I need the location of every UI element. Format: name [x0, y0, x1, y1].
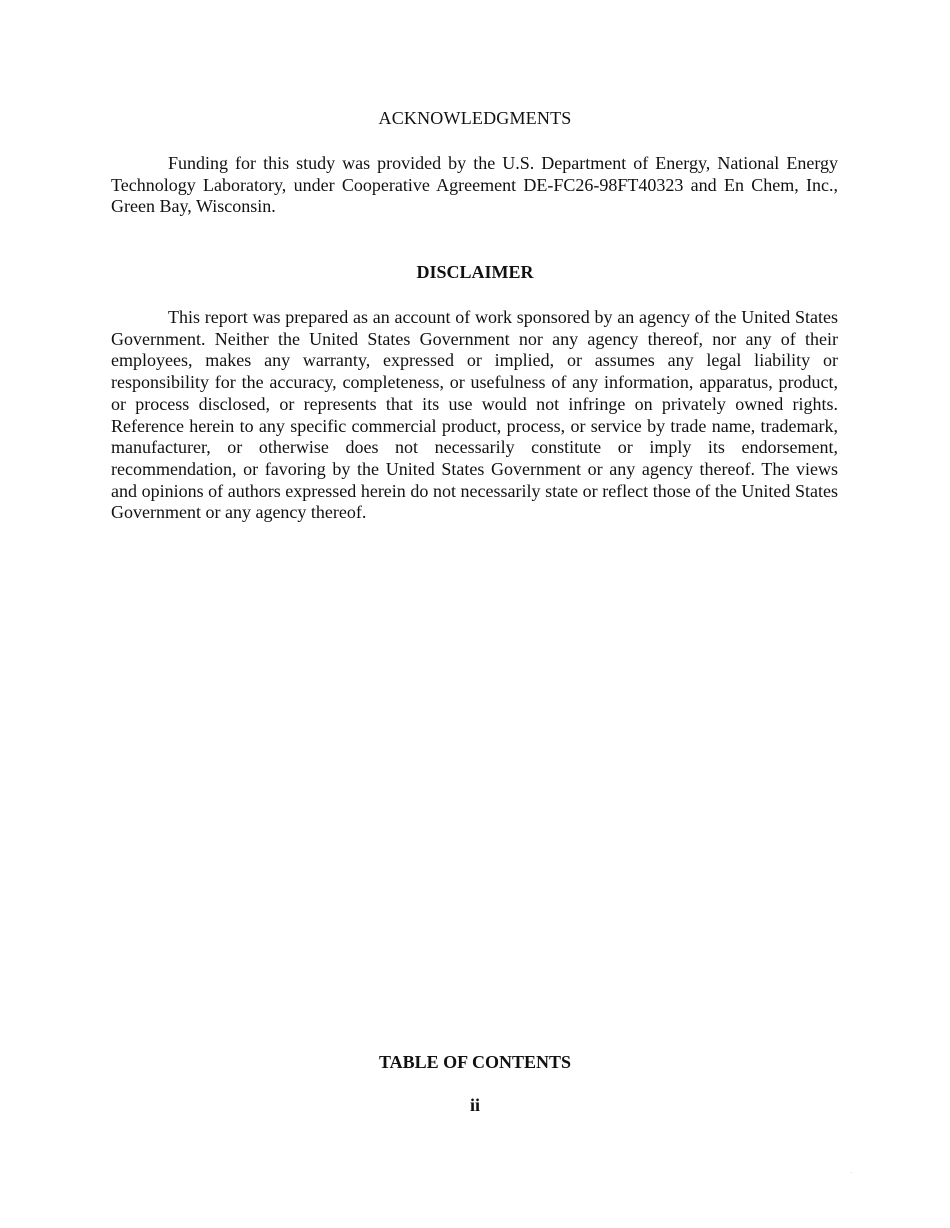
acknowledgments-heading: ACKNOWLEDGMENTS — [378, 108, 572, 128]
table-of-contents-heading: TABLE OF CONTENTS — [378, 1052, 572, 1072]
page-number: ii — [469, 1095, 480, 1115]
acknowledgments-paragraph: Funding for this study was provided by the U.S. Department of Energy, National Energy Technology Laboratory, under Cooperative Agreement DE-FC26-98FT40323 and En Chem, Inc., Green Bay, Wisconsin. — [111, 153, 838, 217]
disclaimer-heading: DISCLAIMER — [416, 262, 534, 282]
scan-speck — [851, 1172, 852, 1173]
disclaimer-paragraph: This report was prepared as an account of work sponsored by an agency of the United States Government. Neither the United States Government nor any agency thereof, nor any of their employees, makes any warranty, expressed or implied, or assumes any legal liability or responsibility for the accuracy, completeness, or usefulness of any information, apparatus, product, or process disclosed, or represents that its use would not infringe on privately owned rights. Reference herein to any specific commercial product, process, or service by trade name, trademark, manufacturer, or otherwise does not necessarily constitute or imply its endorsement, recommendation, or favoring by the United States Government or any agency thereof. The views and opinions of authors expressed herein do not necessarily state or reflect those of the United States Government or any agency thereof. — [111, 307, 838, 523]
